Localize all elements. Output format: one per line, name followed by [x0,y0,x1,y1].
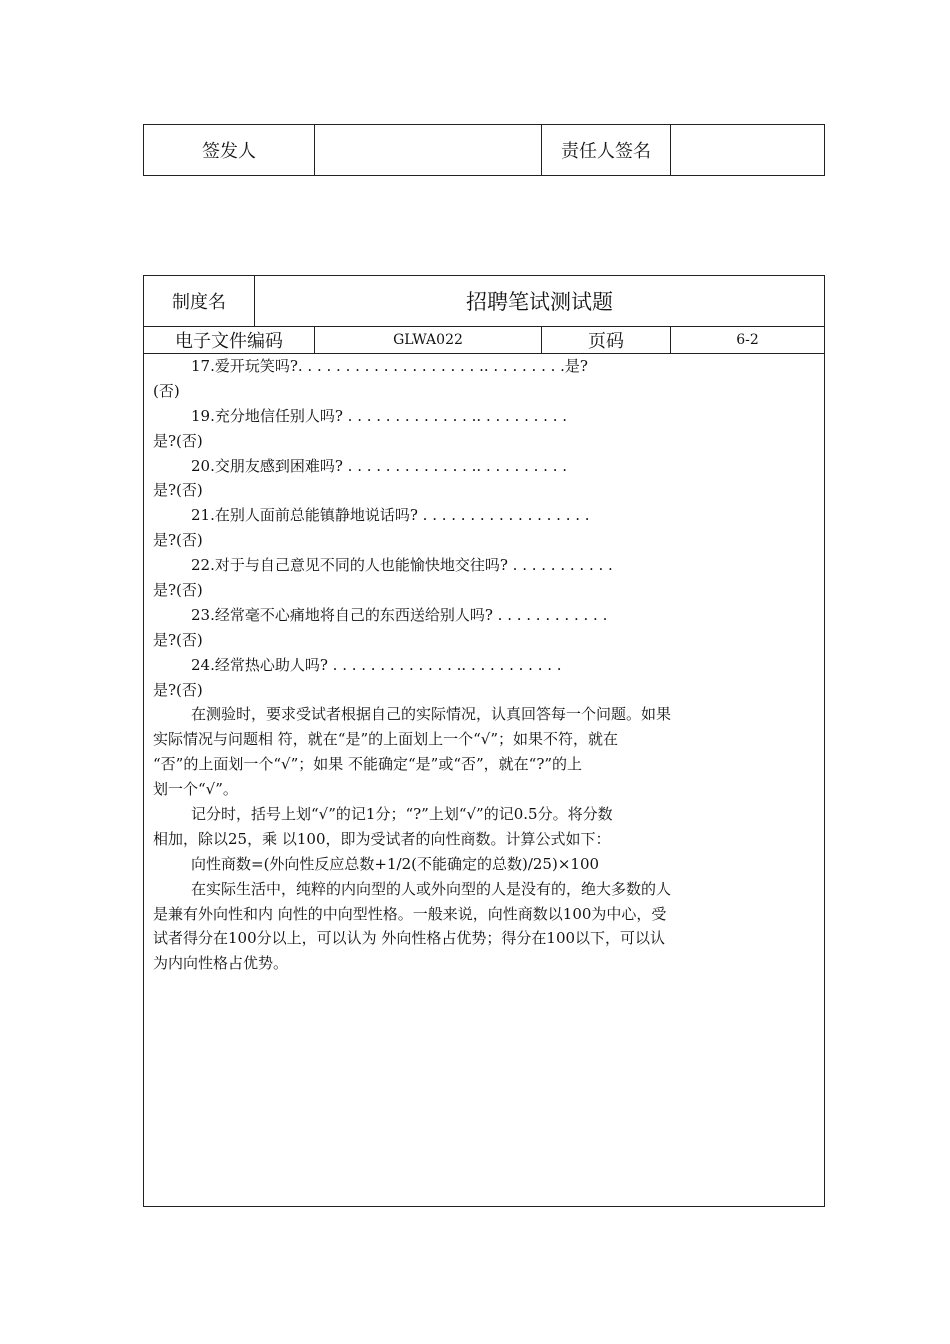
questionnaire-body [153,354,813,976]
body-line: 记分时，括号上划“√”的记1分；“?”上划“√”的记0.5分。将分数 [191,805,613,824]
responsible-label: 责任人签名 [561,141,651,162]
body-line: 是?(否) [153,431,203,450]
issuer-label: 签发人 [202,141,256,162]
file-code-value: GLWA022 [393,332,463,348]
body-line: 在实际生活中，纯粹的内向型的人或外向型的人是没有的，绝大多数的人 [191,879,672,898]
body-line: 为内向性格占优势。 [153,954,289,973]
body-line: 在测验时，要求受试者根据自己的实际情况，认真回答每一个问题。如果 [191,705,672,724]
body-line: “否”的上面划一个“√”；如果 不能确定“是”或“否”，就在“?”的上 [153,755,583,774]
system-name-label: 制度名 [172,292,226,313]
body-line: 是兼有外向性和内 向性的中向型性格。一般来说，向性商数以100为中心，受 [153,904,667,923]
body-line: 20.交朋友感到困难吗? . . . . . . . . . . . . . .. . . . . . . . . . [191,456,567,475]
page-label: 页码 [588,331,624,352]
body-line: 22.对于与自己意见不同的人也能愉快地交往吗? . . . . . . . . . . . [191,556,613,575]
signature-table [143,124,825,176]
body-line: 划一个“√”。 [153,780,238,799]
body-line: (否) [153,381,180,400]
body-line: 24.经常热心助人吗? . . . . . . . . . . . . . .. . . . . . . . . . . [191,655,562,674]
body-line: 是?(否) [153,581,203,600]
body-line: 实际情况与问题相 符，就在“是”的上面划上一个“√”；如果不符，就在 [153,730,619,749]
body-line: 17.爱开玩笑吗?. . . . . . . . . . . . . . . . . . . .. . . . . . . . .是? [191,357,588,375]
body-line: 19.充分地信任别人吗? . . . . . . . . . . . . . .. . . . . . . . . . [191,406,567,425]
body-line: 23.经常毫不心痛地将自己的东西送给别人吗? . . . . . . . . . . . . [191,605,608,624]
system-name-value: 招聘笔试测试题 [466,290,613,314]
file-code-label: 电子文件编码 [175,331,283,352]
body-line: 是?(否) [153,531,203,550]
body-line: 是?(否) [153,630,203,649]
responsible-value[interactable] [671,125,824,175]
body-line: 向性商数=(外向性反应总数+1/2(不能确定的总数)/25)×100 [191,854,600,873]
body-line: 相加，除以25，乘 以100，即为受试者的向性商数。计算公式如下： [153,829,611,848]
body-line: 是?(否) [153,481,203,500]
body-line: 是?(否) [153,680,203,699]
body-line: 21.在别人面前总能镇静地说话吗? . . . . . . . . . . . . . . . . . . [191,506,590,525]
body-line: 试者得分在100分以上，可以认为 外向性格占优势；得分在100以下，可以认 [153,929,666,948]
page-value: 6-2 [736,332,759,348]
issuer-value[interactable] [315,125,541,175]
